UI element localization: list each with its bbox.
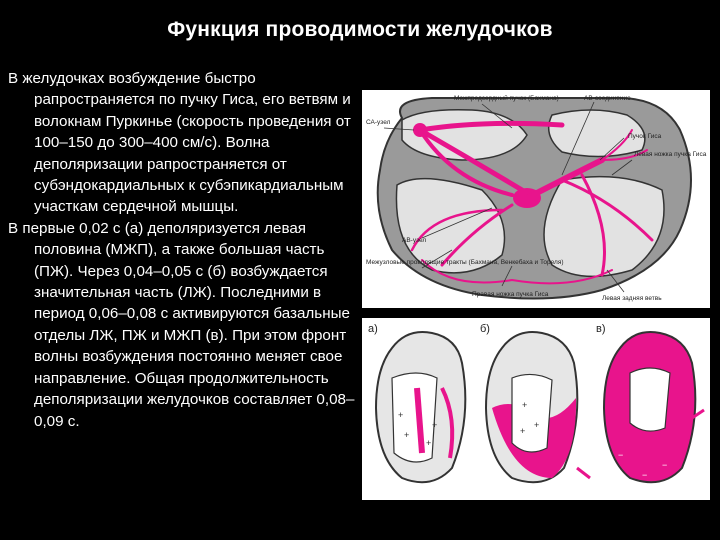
depolarization-stages-figure <box>362 318 710 500</box>
label-internodal-tracts: Межузловые проводящие тракты (Бахмана, Венкебаха и Тореля) <box>366 259 564 266</box>
panel-label-b: б) <box>480 323 490 335</box>
panel-a <box>368 323 465 482</box>
label-av-node: АВ-узел <box>402 237 427 244</box>
label-his-bundle: Пучок Гиса <box>628 133 662 140</box>
svg-text:+: + <box>404 430 410 440</box>
slide-title: Функция проводимости желудочков <box>167 18 553 41</box>
panel-c <box>596 323 704 482</box>
label-left-bundle: Левая ножка пучка Гиса <box>634 151 707 158</box>
svg-text:+: + <box>426 438 432 448</box>
label-internodal: Межпредсердный пучок (Бахмана) <box>454 95 559 102</box>
svg-text:+: + <box>520 426 526 436</box>
panel-b <box>480 323 590 482</box>
paragraph-conduction: В желудочках возбуждение быстро рапространяется по пучку Гиса, его ветвям и волокнам Пуркинье (скорость проведения от 100–150 до 300–400 см/с). Волна деполяризации рапространяется от субэндокардиальных к субэпикардиальным участкам сердечной мышцы. <box>8 70 351 216</box>
body-text <box>8 68 360 432</box>
label-av-junction: АВ-соединение <box>584 95 631 102</box>
label-right-bundle: Правая ножка пучка Гиса <box>472 291 549 298</box>
svg-text:+: + <box>398 410 404 420</box>
svg-text:+: + <box>522 400 528 410</box>
svg-text:−: − <box>662 460 668 470</box>
panel-label-a: а) <box>368 323 378 335</box>
svg-text:−: − <box>618 450 624 460</box>
svg-text:−: − <box>642 470 648 480</box>
svg-text:+: + <box>432 420 438 430</box>
label-left-posterior: Левая задняя ветвь <box>602 295 662 302</box>
panel-label-c: в) <box>596 323 606 335</box>
label-sa-node: СА-узел <box>366 119 391 126</box>
paragraph-depolarization: В первые 0,02 с (а) деполяризуется левая половина (МЖП), а также большая часть (ПЖ). Через 0,04–0,05 с (б) возбуждается значительная часть (ЛЖ). Последними в период 0,06–0,08 с активируются базальные отделы ЛЖ, ПЖ и МЖП (в). При этом фронт волны возбуждения постоянно меняет свое направление. Общая продолжительность деполяризации желудочков составляет 0,08–0,09 с. <box>8 219 355 430</box>
svg-text:+: + <box>534 420 540 430</box>
conduction-system-diagram <box>362 90 710 308</box>
